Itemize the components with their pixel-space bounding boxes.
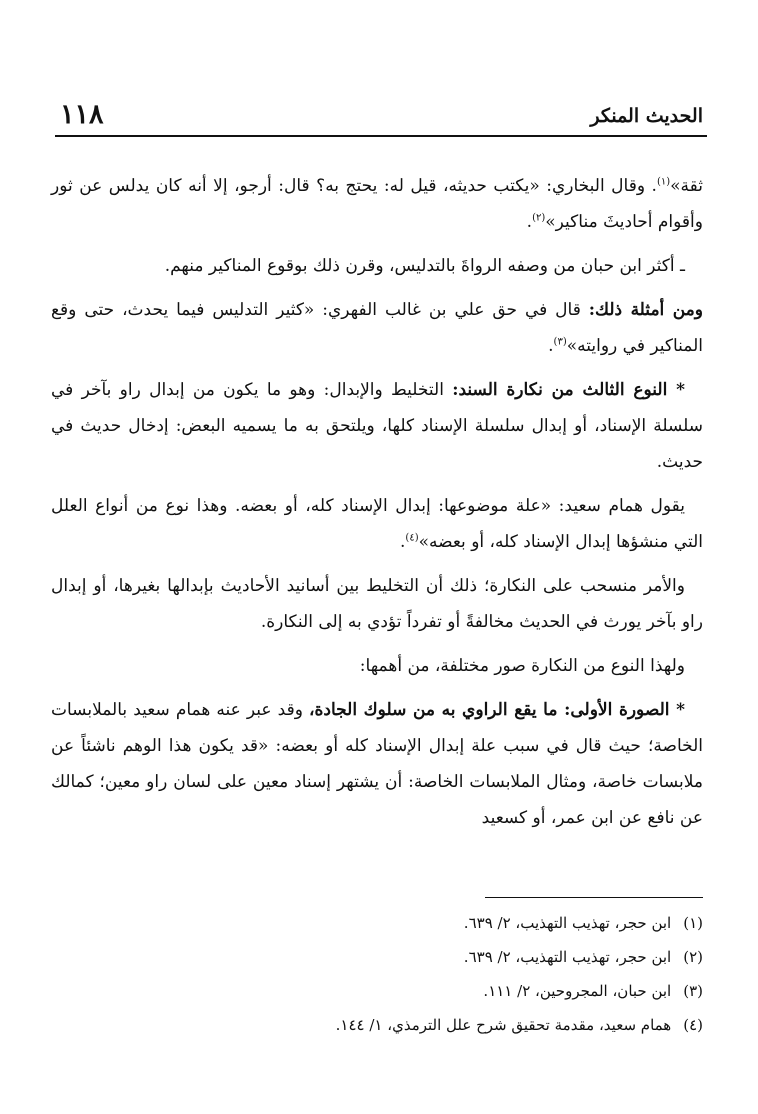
footnote-ref-4: (٤) — [405, 532, 419, 544]
p1-end: . — [526, 212, 533, 232]
footnote — [51, 1014, 703, 1037]
footnote-separator — [485, 897, 703, 898]
footnote-text: ابن حبان، المجروحين، ٢/ ١١١. — [483, 982, 672, 1000]
p5-text: يقول همام سعيد: «علة موضوعها: إبدال الإسناد كله، أو بعضه. وهذا نوع من أنواع العلل التي منشؤها إبدال الإسناد كله، أو بعضه» — [51, 496, 703, 552]
footnote-ref-2: (٢) — [532, 212, 546, 224]
paragraph-8 — [51, 692, 703, 836]
p1-text: ثقة» — [670, 176, 703, 196]
footnote — [51, 912, 703, 935]
paragraph-1 — [51, 168, 703, 240]
paragraph-4 — [51, 372, 703, 480]
p3-text: قال في حق علي بن غالب الفهري: «كثير التدليس فيما يحدث، حتى وقع المناكير في روايته» — [51, 300, 703, 356]
footnote-ref-3: (٣) — [553, 336, 567, 348]
paragraph-5 — [51, 488, 703, 560]
p4-lead: * النوع الثالث من نكارة السند: — [452, 380, 685, 400]
p8-lead: * الصورة الأولى: ما يقع الراوي به من سلوك الجادة، — [309, 700, 685, 720]
p8-text: وقد عبر عنه همام سعيد بالملابسات الخاصة؛ حيث قال في سبب علة إبدال الإسناد كله أو بعضه: «قد يكون هذا الوهم ناشئاً عن ملابسات خاصة، ومثال الملابسات الخاصة: أن يشتهر إسناد معين على لسان راو معين؛ كمالك عن نافع عن ابن عمر، أو كسعيد — [51, 700, 703, 828]
paragraph-3 — [51, 292, 703, 364]
p5-end: . — [400, 532, 406, 552]
footnote-text: ابن حجر، تهذيب التهذيب، ٢/ ٦٣٩. — [463, 914, 672, 932]
footnote-number: (٢) — [683, 948, 703, 966]
footnote — [51, 980, 703, 1003]
paragraph-6: والأمر منسحب على النكارة؛ ذلك أن التخليط بين أسانيد الأحاديث بإبدالها بغيرها، أو إبدال راو بآخر يورث في الحديث مخالفةً أو تفرداً تؤدي به إلى النكارة. — [51, 576, 703, 632]
p3-end: . — [548, 336, 554, 356]
footnote-number: (٣) — [683, 982, 703, 1000]
p3-lead: ومن أمثلة ذلك: — [588, 300, 703, 320]
p1-rest: . وقال البخاري: «يكتب حديثه، قيل له: يحتج به؟ قال: أرجو، إلا أنه كان يدلس عن ثور وأقوام أحاديثَ مناكير» — [51, 176, 703, 232]
footnote — [51, 946, 703, 969]
footnote-text: همام سعيد، مقدمة تحقيق شرح علل الترمذي، ١/ ١٤٤. — [335, 1016, 672, 1034]
footnote-text: ابن حجر، تهذيب التهذيب، ٢/ ٦٣٩. — [463, 948, 672, 966]
footnote-number: (٤) — [683, 1016, 703, 1034]
footnote-number: (١) — [683, 914, 703, 932]
main-text — [51, 168, 703, 844]
p4-text: التخليط والإبدال: وهو ما يكون من إبدال راو بآخر في سلسلة الإسناد، أو إبدال سلسلة الإسناد كلها، ويلتحق به ما يسميه البعض: إدخال حديث في حديث. — [51, 380, 703, 472]
footnote-ref-1: (١) — [656, 176, 671, 188]
header-rule — [55, 135, 707, 137]
paragraph-2: ـ أكثر ابن حبان من وصفه الرواةَ بالتدليس، وقرن ذلك بوقوع المناكير منهم. — [164, 256, 685, 276]
footnotes — [51, 912, 703, 1048]
paragraph-7: ولهذا النوع من النكارة صور مختلفة، من أهمها: — [359, 656, 685, 676]
page-number: ١١٨ — [60, 99, 104, 130]
running-title: الحديث المنكر — [590, 105, 703, 127]
